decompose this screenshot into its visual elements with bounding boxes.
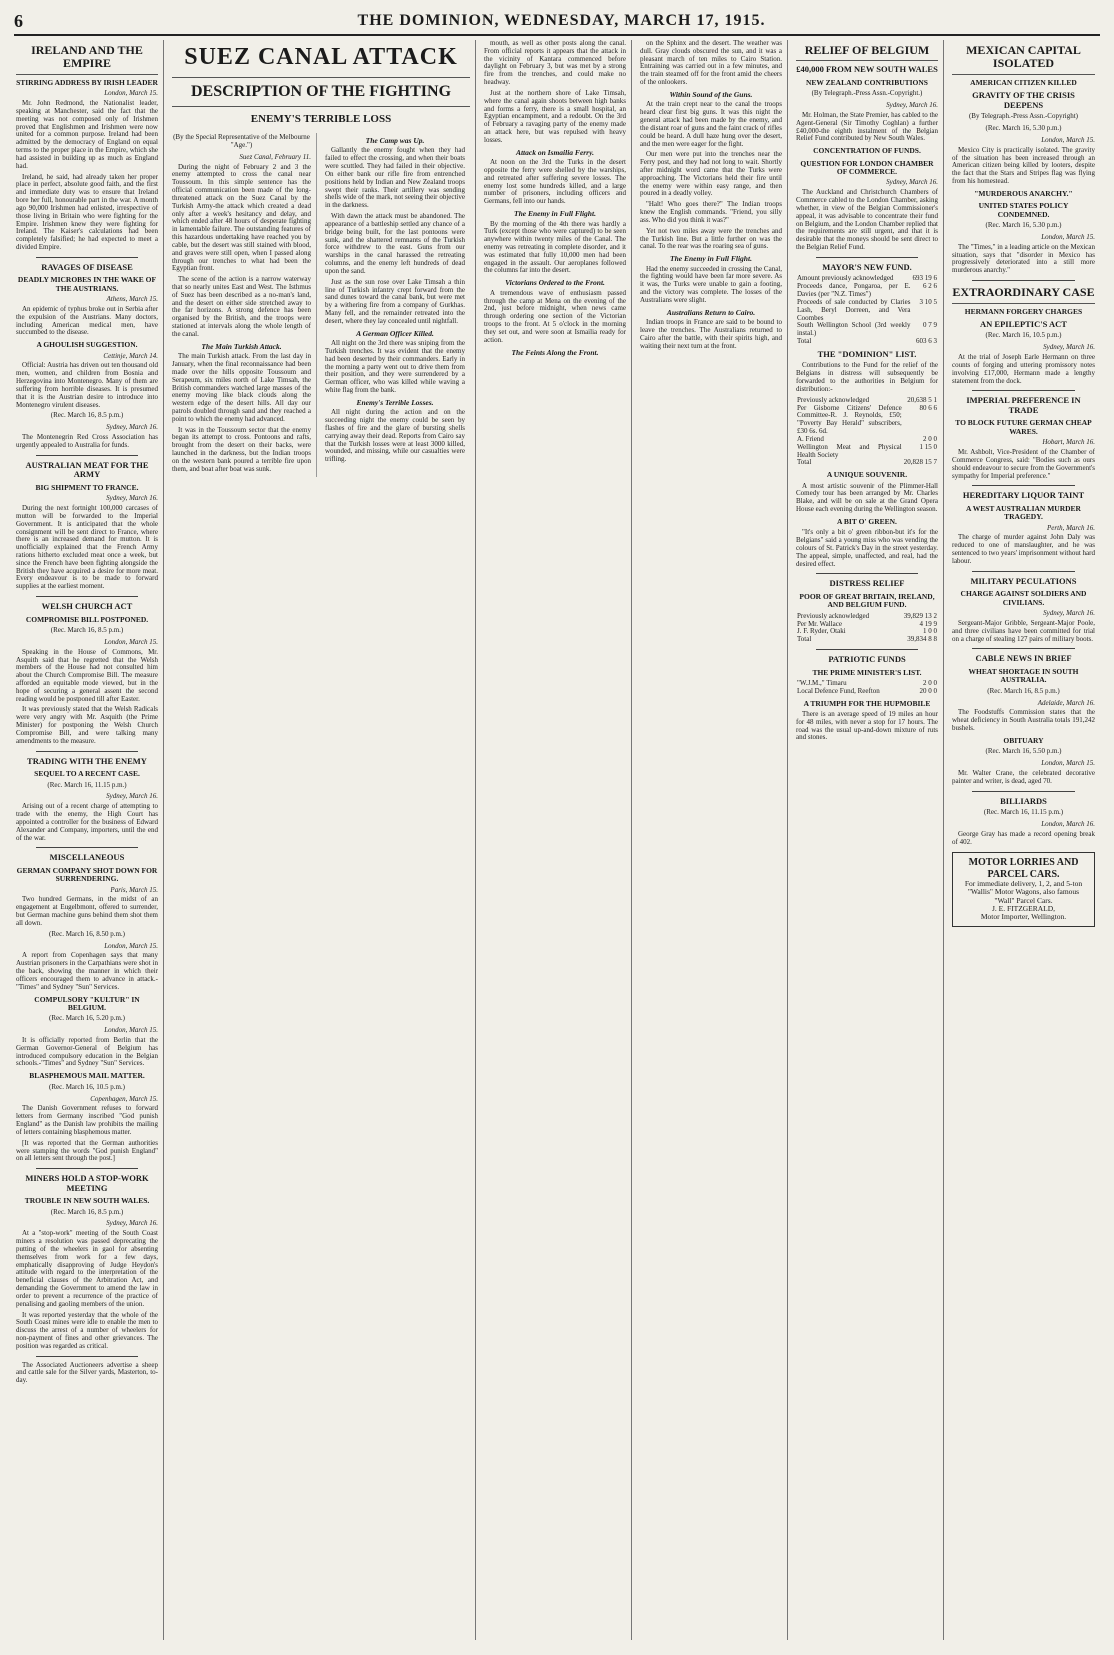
article-headline: EXTRAORDINARY CASE	[952, 286, 1095, 303]
article-paragraph: During the next fortnight 100,000 carcases of mutton will be forwarded to the Imperial Government. It is anticipated that the whole consignment will be sent direct to France, where there is an increased demand for mutton. It is unofficially explained that the French Army rations hitherto excluded meat once a week, but since the French have been fighting alongside the British they have acquired a desire for more meat. Every endeavour is to be made to forward supplies at the earliest moment.	[16, 504, 158, 591]
article-paragraph: The Danish Government refuses to forward letters from Germany inscribed "God punish England" as the Danish law prohibits the mailing of letters containing blasphemous matter.	[16, 1104, 158, 1136]
article-subheadline: AMERICAN CITIZEN KILLED	[970, 77, 1077, 87]
list-item: South Wellington School (3rd weekly instal.) 0 7 9	[797, 321, 937, 338]
article-paragraph: Two hundred Germans, in the midst of an engagement at Eugelbmont, offered to surrender, but German machine guns behind them shot them all down.	[16, 895, 158, 927]
article-subheadline: QUESTION FOR LONDON CHAMBER OF COMMERCE.	[800, 158, 934, 177]
dateline: Sydney, March 16.	[1043, 343, 1095, 352]
divider	[36, 751, 138, 752]
dateline: London, March 15.	[104, 89, 158, 98]
article-headline: CABLE NEWS IN BRIEF	[975, 653, 1072, 664]
article-paragraph: Official: Austria has driven out ten thousand old men, women, and children from Bosnia and Herzegovina into Montenegro. Many of them are suffering from horrible diseases. It is presumed that it is the Austrian desire to introduce into Montenegro virulent diseases.	[16, 361, 158, 409]
divider	[36, 455, 138, 456]
article-paragraph: on the Sphinx and the desert. The weather was dull. Gray clouds obscured the sun, and it was a pleasant march of ten miles to Cairo Station. Entraining was carried out in a few minutes, and the train steamed off for the front amid the cheers of the onlookers.	[640, 40, 782, 87]
article-headline: WELSH CHURCH ACT	[41, 601, 133, 612]
list-item: Wellington Meat and Physical Health Society 1 15 0	[797, 442, 937, 459]
article-headline: MINERS HOLD A STOP-WORK MEETING	[25, 1173, 149, 1193]
list-total: Total 603 6 3	[797, 337, 937, 346]
article-subheadline: DEADLY MICROBES IN THE WAKE OF THE AUSTRIANS.	[17, 275, 157, 293]
advertisement-line: J. E. FITZGERALD,	[991, 903, 1056, 913]
article-paragraph: Our men were put into the trenches near the Ferry post, and they had not long to wait. Shortly after midnight word came that the Turks were approaching. The Victorians held their fire until the enemy were within easy range, and then poured in a deadly volley.	[640, 150, 782, 198]
divider	[36, 847, 138, 848]
article-subheadline: SEQUEL TO A RECENT CASE.	[34, 769, 140, 779]
article-paragraph: George Gray has made a record opening break of 402.	[952, 829, 1095, 846]
article-headline: COMPULSORY "KULTUR" IN BELGIUM.	[34, 994, 140, 1012]
received-note: (Rec. March 16, 10.5 p.m.)	[985, 331, 1062, 340]
article-paragraph: The Montenegrin Red Cross Association has urgently appealed to Australia for funds.	[16, 433, 158, 449]
advertisement-text: The Associated Auctioneers advertise a sheep and cattle sale for the Silver yards, Masterton, to-day.	[16, 1360, 158, 1385]
dateline: Paris, March 15.	[110, 885, 158, 894]
feature-article	[170, 40, 476, 1640]
article-headline: AUSTRALIAN MEAT FOR THE ARMY	[25, 459, 149, 480]
article-paragraph: Speaking in the House of Commons, Mr. Asquith said that he regretted that the Welsh members of the House had not consulted him about the Church Compromise Bill. The measure afforded an equitable mode viewed, but in the hope of securing a general assent the second reading would be postponed till after Easter.	[16, 647, 158, 703]
article-paragraph: Just as the sun rose over Lake Timsah a thin line of Turkish infantry crept forward from the sand dunes toward the canal bank, but were met by a withering fire from a company of Gurkhas. Many fell, and the remainder retreated into the desert, where they lay concealed until nightfall.	[325, 277, 465, 325]
article-subheadline: A TRIUMPH FOR THE HUPMOBILE	[803, 698, 931, 708]
feature-subtitle: DESCRIPTION OF THE FIGHTING	[172, 77, 470, 107]
received-note: (Rec. March 16, 8.5 p.m.)	[987, 686, 1060, 695]
article-paragraph: mouth, as well as other posts along the canal. From official reports it appears that the attack in the vicinity of Kantara commenced before daylight on February 3, but was met by a strong fire from the trenches, and could make no headway.	[484, 40, 626, 87]
page-number: 6	[14, 10, 23, 31]
article-paragraph: The main Turkish attack. From the last day in January, when the final reconnaissance had been made over the hills opposite Toussoum and Serapeum, six miles north of Lake Timsah, the British commanders watched large masses of the enemy moving like black clouds along the western edge of the desert hills. All day our patrols doubled through sand and they reached a point to which the enemy had advanced.	[172, 352, 311, 423]
article-paragraph: Mr. Ashbolt, Vice-President of the Chamber of Commerce Congress, said: "Bodies such as ours should endeavour to secure from the Government's sympathy for Imperial preference."	[952, 448, 1095, 480]
article-paragraph: It was in the Toussoum sector that the enemy began its attempt to cross. Pontoons and rafts, brought from the desert on their backs, were launched in the darkness, but the Indian troops on the western bank poured a terrible fire upon them, and boat after boat was sunk.	[172, 425, 311, 473]
dateline: Perth, March 16.	[1047, 523, 1095, 532]
article-paragraph: It was reported yesterday that the whole of the South Coast mines were idle to enable the men to discuss the arrest of a number of wheelers for non-payment of fines and other grievances. The position was regarded as critical.	[16, 1310, 158, 1350]
subscription-list	[796, 613, 938, 644]
article-paragraph: At noon on the 3rd the Turks in the desert opposite the ferry were shelled by the warships, and retreated after suffering severe losses. The enemy lost some hundreds killed, and a large number of prisoners, including officers and Germans, fell into our hands.	[484, 158, 626, 206]
dateline: London, March 15.	[104, 941, 158, 950]
received-note: (Rec. March 16, 5.30 p.m.)	[985, 124, 1062, 133]
article-subheadline: CHARGE AGAINST SOLDIERS AND CIVILIANS.	[960, 589, 1087, 607]
divider	[972, 571, 1075, 572]
article-subheadline: TO BLOCK FUTURE GERMAN CHEAP WARES.	[955, 418, 1092, 436]
divider	[36, 596, 138, 597]
article-paragraph: Indian troops in France are said to be bound to leave the trenches. The Australians returned to Cairo after the battle, with their spirits high, and waiting their next turn at the front.	[640, 318, 782, 350]
feature-subtitle-2: ENEMY'S TERRIBLE LOSS	[250, 112, 392, 125]
article-paragraph: A most artistic souvenir of the Plimmer-Hall Comedy tour has been arranged by Mr. Charles Blake, and will be on sale at the Grand Opera House each evening during the Wellington season.	[796, 481, 938, 514]
article-paragraph: The scene of the action is a narrow waterway that so nearly unites East and West. The Isthmus of Suez has been described as a no-man's land, and the desert on either side stretched away to the far horizons. A strong defence has been organised by the British, and the troops were stationed at intervals along the whole length of the canal.	[172, 275, 311, 338]
article-paragraph: At a "stop-work" meeting of the South Coast miners a resolution was passed deprecating the putting of the wheelers in gaol for absenting themselves from work for a few days, emphatically disapproving of Judge Heydon's attitude with regard to the interpretation of the beneficial clauses of the Arbitration Act, and demanding the Government to amend the law in order to prevent a recurrence of the practice of penalising and gaoling members of the union.	[16, 1229, 158, 1308]
received-note: (Rec. March 16, 8.5 p.m.)	[50, 1207, 124, 1216]
byline: (By the Special Representative of the Melbourne "Age.")	[173, 133, 310, 149]
article-paragraph: It is officially reported from Berlin that the German Governor-General of Belgium has introduced compulsory education in the Belgian schools.-"Times" and Sydney "Sun" Services.	[16, 1036, 158, 1068]
section-subheading: Attack on Ismailia Ferry.	[515, 147, 595, 157]
divider	[36, 257, 138, 258]
dateline: Sydney, March 16.	[106, 792, 158, 801]
divider	[816, 257, 918, 258]
section-subheading: Australians Return to Cairo.	[666, 307, 756, 317]
article-subheadline: HERMANN FORGERY CHARGES	[964, 306, 1083, 316]
dateline: Sydney, March 16.	[106, 423, 158, 432]
list-item: A. Friend 2 0 0	[797, 434, 937, 443]
article-paragraph: During the night of February 2 and 3 the enemy attempted to cross the canal near Toussoum. In this simple sentence has the official communication been made of the long-threatened attack on the Suez Canal by the Turkish Army-the attack which created a dead only after a week's hesitancy and delay, and which ended after 48 hours of desperate fighting in lamentable failure. The outstanding features of this hazardous undertaking have reached you by cable, but the desert was still stained with blood, and graves were still open, when I passed along through our trenches to what had been the Egyptian front.	[172, 162, 311, 273]
article-paragraph: The charge of murder against John Daly was reduced to one of manslaughter, and he was sentenced to two years' imprisonment without hard labour.	[952, 533, 1095, 565]
divider	[816, 573, 918, 574]
article-paragraph: Had the enemy succeeded in crossing the Canal, the fighting would have been far more severe. As it was, the Turks were unable to gain a footing, and the victory was complete. The losses of the Australians were slight.	[640, 264, 782, 304]
byline: (By Telegraph.-Press Assn.-Copyright)	[968, 112, 1079, 121]
article-headline: BILLIARDS	[1000, 795, 1047, 806]
divider	[972, 485, 1075, 486]
article-subheadline: GRAVITY OF THE CRISIS DEEPENS	[972, 90, 1075, 110]
dateline: Hobart, March 16.	[1042, 438, 1095, 447]
article-paragraph: By the morning of the 4th there was hardly a Turk (except those who were captured) to be seen anywhere within twenty miles of the Canal. The enemy was retreating in complete disorder, and it was estimated that fully 10,000 men had been engaged in the assault. Our aeroplanes followed the columns far into the desert.	[484, 219, 626, 275]
list-item: Local Defence Fund, Reefton 20 0 0	[797, 686, 937, 695]
article-subheadline: COMPROMISE BILL POSTPONED.	[25, 614, 149, 624]
dateline: Sydney, March 16.	[106, 494, 158, 503]
article-paragraph: An epidemic of typhus broke out in Serbia after the expulsion of the Austrians. Many doctors, including American medical men, have succumbed to the disease.	[16, 304, 158, 337]
article-paragraph: A tremendous wave of enthusiasm passed through the camp at Mena on the evening of the 2nd, just before midnight, when news came through ordering one section of the Victorian troops to the front. At 5 o'clock in the morning they set out, and were soon at Ismailia ready for action.	[484, 288, 626, 344]
article-headline: A UNIQUE SOUVENIR.	[826, 470, 908, 480]
received-note: (Rec. March 16, 8.50 p.m.)	[48, 929, 125, 938]
article-paragraph: At the trial of Joseph Earle Hermann on three counts of forging and uttering promissory notes involving £17,000, Hermann made a lengthy statement from the dock.	[952, 353, 1095, 385]
received-note: (Rec. March 16, 8.5 p.m.)	[50, 411, 124, 420]
list-item: J. F. Ryder, Otaki 1 0 0	[797, 627, 937, 636]
article-headline: OBITUARY	[1003, 735, 1044, 745]
section-subheading: The Camp was Up.	[365, 136, 425, 146]
advertisement-line: Motor Importer, Wellington.	[980, 912, 1067, 922]
column-5	[638, 40, 788, 1640]
article-paragraph: With dawn the attack must be abandoned. The appearance of a battleship settled any chance of a bridge being built, for the last pontoons were sunk, and the shattered remnants of the Turkish force withdrew to the east. Guns from our warships in the canal harassed the retreating columns, and the enemy left hundreds of dead upon the sand.	[325, 212, 465, 275]
dateline: Sydney, March 16.	[1043, 609, 1095, 618]
article-subheadline: POOR OF GREAT BRITAIN, IRELAND, AND BELGIUM FUND.	[799, 591, 935, 610]
article-subheadline: A WEST AUSTRALIAN MURDER TRAGEDY.	[966, 503, 1081, 522]
dateline: Copenhagen, March 15.	[90, 1094, 158, 1103]
article-subheadline: NEW ZEALAND CONTRIBUTIONS	[806, 77, 928, 87]
feature-title: SUEZ CANAL ATTACK	[184, 44, 458, 70]
subscription-list	[796, 275, 938, 345]
article-subheadline: GERMAN COMPANY SHOT DOWN FOR SURRENDERING.	[16, 865, 158, 884]
article-paragraph: Mr. John Redmond, the Nationalist leader, speaking at Manchester, said the fact that the meeting was not composed only of Irishmen proved that Englishmen and Irishmen were now united for a common purpose. Ireland had been admitted by the democracy of England on equal terms to the proper place in the Empire, which she had assisted in building up as much as England had.	[16, 99, 158, 170]
article-paragraph: "Halt! Who goes there?" The Indian troops knew the English commands. "Friend, you silly ass. Who did you think it was?"	[640, 200, 782, 224]
article-subheadline: STIRRING ADDRESS BY IRISH LEADER	[16, 77, 158, 87]
section-subheading: The Enemy in Full Flight.	[514, 209, 596, 219]
article-paragraph: The Foodstuffs Commission states that the wheat deficiency in South Australia totals 191,242 bushels.	[952, 708, 1095, 732]
section-subheading: The Enemy in Full Flight.	[670, 254, 752, 264]
article-headline: BLASPHEMOUS MAIL MATTER.	[29, 1071, 145, 1081]
received-note: (Rec. March 16, 10.5 p.m.)	[48, 1082, 125, 1091]
section-subheading: Enemy's Terrible Losses.	[356, 397, 434, 407]
dateline: Sydney, March 16.	[106, 1219, 158, 1228]
article-subheadline: BIG SHIPMENT TO FRANCE.	[35, 482, 139, 492]
column-4	[482, 40, 632, 1640]
dateline: London, March 15.	[1041, 232, 1095, 241]
article-paragraph: Arising out of a recent charge of attempting to trade with the enemy, the High Court has appointed a controller for the business of Edward Alexander and Company, importers, until the end of the war.	[16, 802, 158, 842]
article-headline: PATRIOTIC FUNDS	[828, 654, 906, 665]
article-paragraph: Mexico City is practically isolated. The gravity of the situation has been increased through an American citizen being killed by looters, despite the fact that the Stars and Stripes flag was flying from his homestead.	[952, 145, 1095, 186]
subscription-list	[796, 397, 938, 467]
article-subheadline: TROUBLE IN NEW SOUTH WALES.	[24, 1196, 150, 1206]
divider	[816, 649, 918, 650]
newspaper-title: THE DOMINION, WEDNESDAY, MARCH 17, 1915.	[357, 12, 766, 29]
article-paragraph: Mr. Holman, the State Premier, has cabled to the Agent-General (Sir Timothy Coghlan) a further £40,000-the eighth instalment of the Belgian Relief Fund contributed by New South Wales.	[796, 111, 938, 143]
article-headline: CONCENTRATION OF FUNDS.	[813, 146, 921, 156]
article-headline: MEXICAN CAPITAL ISOLATED	[952, 44, 1095, 75]
dateline: London, March 15.	[1041, 135, 1095, 144]
article-paragraph: All night on the 3rd there was sniping from the Turkish trenches. It was evident that the enemy had been deserted by their commanders. Early in the morning a party went out to drive them from their position, and they were surrendered by a German officer, who was killed while waving a white flag from the bank.	[325, 339, 465, 395]
newspaper-page	[14, 40, 1100, 1640]
divider	[972, 280, 1075, 281]
received-note: (Rec. March 16, 5.50 p.m.)	[985, 747, 1062, 756]
dateline: Sydney, March 16.	[886, 101, 938, 110]
section-subheading: The Main Turkish Attack.	[201, 341, 282, 351]
dateline: Cettinje, March 14.	[103, 351, 158, 360]
list-total: Total 39,834 8 8	[797, 635, 937, 644]
received-note: (Rec. March 16, 5.20 p.m.)	[48, 1014, 125, 1023]
article-paragraph: A report from Copenhagen says that many Austrian prisoners in the Carpathians were shot in the back, showing the manner in which their officers encouraged them to advance in attack.-"Times" and Sydney "Sun" Services.	[16, 951, 158, 991]
received-note: (Rec. March 16, 5.30 p.m.)	[985, 221, 1062, 230]
received-note: (Rec. March 16, 11.15 p.m.)	[983, 808, 1064, 817]
article-paragraph: Yet not two miles away were the trenches and the Turkish line. But a little further on was the canal. To the rear was the roaring sea of guns.	[640, 226, 782, 251]
article-paragraph: All night during the action and on the succeeding night the enemy could be seen by flashes of fire and the glare of bursting shells carrying away their dead. Reports from Cairo say that the Turkish losses were at least 3000 killed, wounded, and missing, while our casualties were trifling.	[325, 408, 465, 464]
article-paragraph: Mr. Walter Crane, the celebrated decorative painter and writer, is dead, aged 70.	[952, 768, 1095, 785]
divider	[972, 390, 1075, 391]
advertisement-title: MOTOR LORRIES AND PARCEL CARS.	[968, 857, 1079, 880]
article-headline: A BIT O' GREEN.	[837, 516, 897, 526]
dateline: Adelaide, March 16.	[1037, 698, 1095, 707]
feature-body	[172, 133, 470, 477]
dateline: Sydney, March 16.	[886, 178, 938, 187]
list-item: Per Mr. Wallace 4 19 9	[797, 619, 937, 628]
list-item: Proceeds dance, Pongaroa, per E. Davies (per "N.Z. Times") 6 2 6	[797, 282, 937, 299]
article-paragraph: Gallantly the enemy fought when they had failed to effect the crossing, and when their boats were scuttled. They had failed in their objective. On either bank our rifle fire from entrenched positions held by Indian and New Zealand troops swept their ranks. Their artillery was sending shells wide of the mark, not seeing their objective in the darkness.	[325, 146, 465, 210]
article-paragraph: It was previously stated that the Welsh Radicals were very angry with Mr. Asquith (the Prime Minister) for postponing the Welsh Church Compromise Bill, and were talking many amendments to the measure.	[16, 705, 158, 745]
received-note: (Rec. March 16, 11.15 p.m.)	[47, 780, 127, 789]
article-paragraph: The Auckland and Christchurch Chambers of Commerce cabled to the London Chamber, asking whether, in view of the Belgian Commissioner's appeal, it was advisable to concentrate their fund on Belgium, and the London Chamber replied that the requirements are still urgent, and that it is desirable that the moneys should be sent direct to the Belgian Relief Fund.	[796, 188, 938, 252]
article-paragraph: Just at the northern shore of Lake Timsah, where the canal again shoots between high banks and forms a ferry, there is a small hospital, an Egyptian encampment, and a redoubt. On the 3rd of February a ravaging party of the enemy made an attack here, but was repulsed with heavy losses.	[484, 88, 626, 144]
masthead	[14, 8, 1100, 36]
article-subheadline: AN EPILEPTIC'S ACT	[980, 318, 1067, 329]
list-item: Amount previously acknowledged 693 19 6	[797, 274, 937, 283]
list-total: Total 20,828 15 7	[797, 458, 937, 467]
article-headline: A GHOULISH SUGGESTION.	[36, 340, 138, 350]
divider	[972, 648, 1075, 649]
article-paragraph: At the train crept near to the canal the troops heard clear first big guns. It was this night the general attack had been made by the enemy, and the distant roar of guns and the faint crack of rifles could be heard. A dull haze hung over the desert, and the men were eager for the fight.	[640, 100, 782, 148]
dateline: London, March 15.	[104, 637, 158, 646]
article-headline: RAVAGES OF DISEASE	[41, 261, 133, 272]
feature-left-column	[172, 133, 317, 477]
article-paragraph: Contributions to the Fund for the relief of the Belgians in distress will subsequently be forwarded to the authorities in Belgium for distribution:-	[796, 361, 938, 393]
article-headline: DISTRESS RELIEF	[829, 578, 905, 589]
section-subheading: The Feints Along the Front.	[511, 347, 599, 357]
list-item: "W.J.M.," Timaru 2 0 0	[797, 678, 937, 687]
article-paragraph: Sergeant-Major Gribble, Sergeant-Major Poole, and three civilians have been committed for trial on a charge of stealing 127 pairs of military boots.	[952, 618, 1095, 643]
section-subheading: Within Sound of the Guns.	[669, 89, 753, 99]
article-headline: THE "DOMINION" LIST.	[817, 348, 917, 359]
section-subheading: A German Officer Killed.	[356, 328, 434, 338]
article-paragraph: "It's only a bit o' green ribbon-but it's for the Belgians" said a young miss who was vending the colours of St. Patrick's Day in the street yesterday. The appeal, simple, unaffected, and real, had the desired effect.	[796, 528, 938, 568]
article-headline: RELIEF OF BELGIUM	[796, 44, 938, 61]
article-headline: TRADING WITH THE ENEMY	[27, 755, 147, 766]
article-paragraph: Ireland, he said, had already taken her proper place in perfect, absolute good faith, and the first and immediate duty was to ensure that Ireland bore her full, honourable part in the war. A month ago 90,000 Irishmen had enlisted, irrespective of those living in Britain who were fighting for the Empire. Irishmen knew they were fighting for Ireland. The Kaiser's calculations had been completely falsified; he had expected to meet a divided Empire.	[16, 172, 158, 251]
feature-right-column	[325, 133, 470, 477]
dateline: London, March 15.	[104, 1026, 158, 1035]
column-1	[14, 40, 164, 1640]
article-headline: MISCELLANEOUS	[49, 852, 125, 863]
article-headline: HEREDITARY LIQUOR TAINT	[962, 490, 1085, 501]
byline: (By Telegraph.-Press Assn.-Copyright.)	[811, 89, 923, 98]
article-subheadline: UNITED STATES POLICY CONDEMNED.	[978, 201, 1069, 219]
received-note: (Rec. March 16, 8.5 p.m.)	[50, 626, 124, 635]
dateline: London, March 15.	[1041, 759, 1095, 768]
dateline: Suez Canal, February 11.	[239, 152, 311, 161]
dateline: Athens, March 15.	[106, 295, 158, 304]
subscription-list	[796, 680, 938, 696]
dateline: London, March 16.	[1041, 819, 1095, 828]
article-subheadline: WHEAT SHORTAGE IN SOUTH AUSTRALIA.	[968, 666, 1079, 685]
article-headline: IMPERIAL PREFERENCE IN TRADE	[966, 395, 1081, 415]
article-paragraph: [It was reported that the German authorities were stamping the words "God punish England" on all letters sent through the post.]	[16, 1138, 158, 1163]
divider	[36, 1356, 138, 1357]
article-subheadline: THE PRIME MINISTER'S LIST.	[812, 667, 922, 677]
article-headline: MILITARY PECULATIONS	[970, 575, 1077, 586]
article-headline: IRELAND AND THE EMPIRE	[16, 44, 158, 75]
divider	[972, 791, 1075, 792]
list-item: Per Gisborne Citizens' Defence Committee-R. J. Reynolds, £50; "Poverty Bay Herald" subscribers, £30 6s. 6d. 80 6 6	[797, 403, 937, 436]
column-6	[794, 40, 944, 1640]
article-headline: "MURDEROUS ANARCHY."	[974, 188, 1073, 198]
column-7	[950, 40, 1100, 1640]
list-item: Previously acknowledged 20,638 5 1	[797, 395, 937, 404]
article-paragraph: There is an average speed of 19 miles an hour for 48 miles, with never a stop for 17 hours. The road was the usual up-and-down mixture of ruts and stones.	[796, 709, 938, 742]
advertisement	[952, 852, 1095, 926]
article-paragraph: The "Times," in a leading article on the Mexican situation, says that "disorder in Mexico has progressively deteriorated into a still more murderous anarchy."	[952, 242, 1095, 275]
article-subheadline: £40,000 FROM NEW SOUTH WALES	[796, 64, 938, 75]
divider	[36, 1168, 138, 1169]
advertisement-line: For immediate delivery, 1, 2, and 5-ton "Wallis" Motor Wagons, also famous "Wall" Parcel Cars.	[964, 878, 1083, 905]
list-item: Proceeds of sale conducted by Claries Lash, Beryl Dorreen, and Vera Coombes 3 10 5	[797, 297, 937, 322]
article-headline: MAYOR'S NEW FUND.	[822, 261, 912, 272]
list-item: Previously acknowledged 39,829 13 2	[797, 611, 937, 620]
section-subheading: Victorians Ordered to the Front.	[505, 278, 605, 288]
